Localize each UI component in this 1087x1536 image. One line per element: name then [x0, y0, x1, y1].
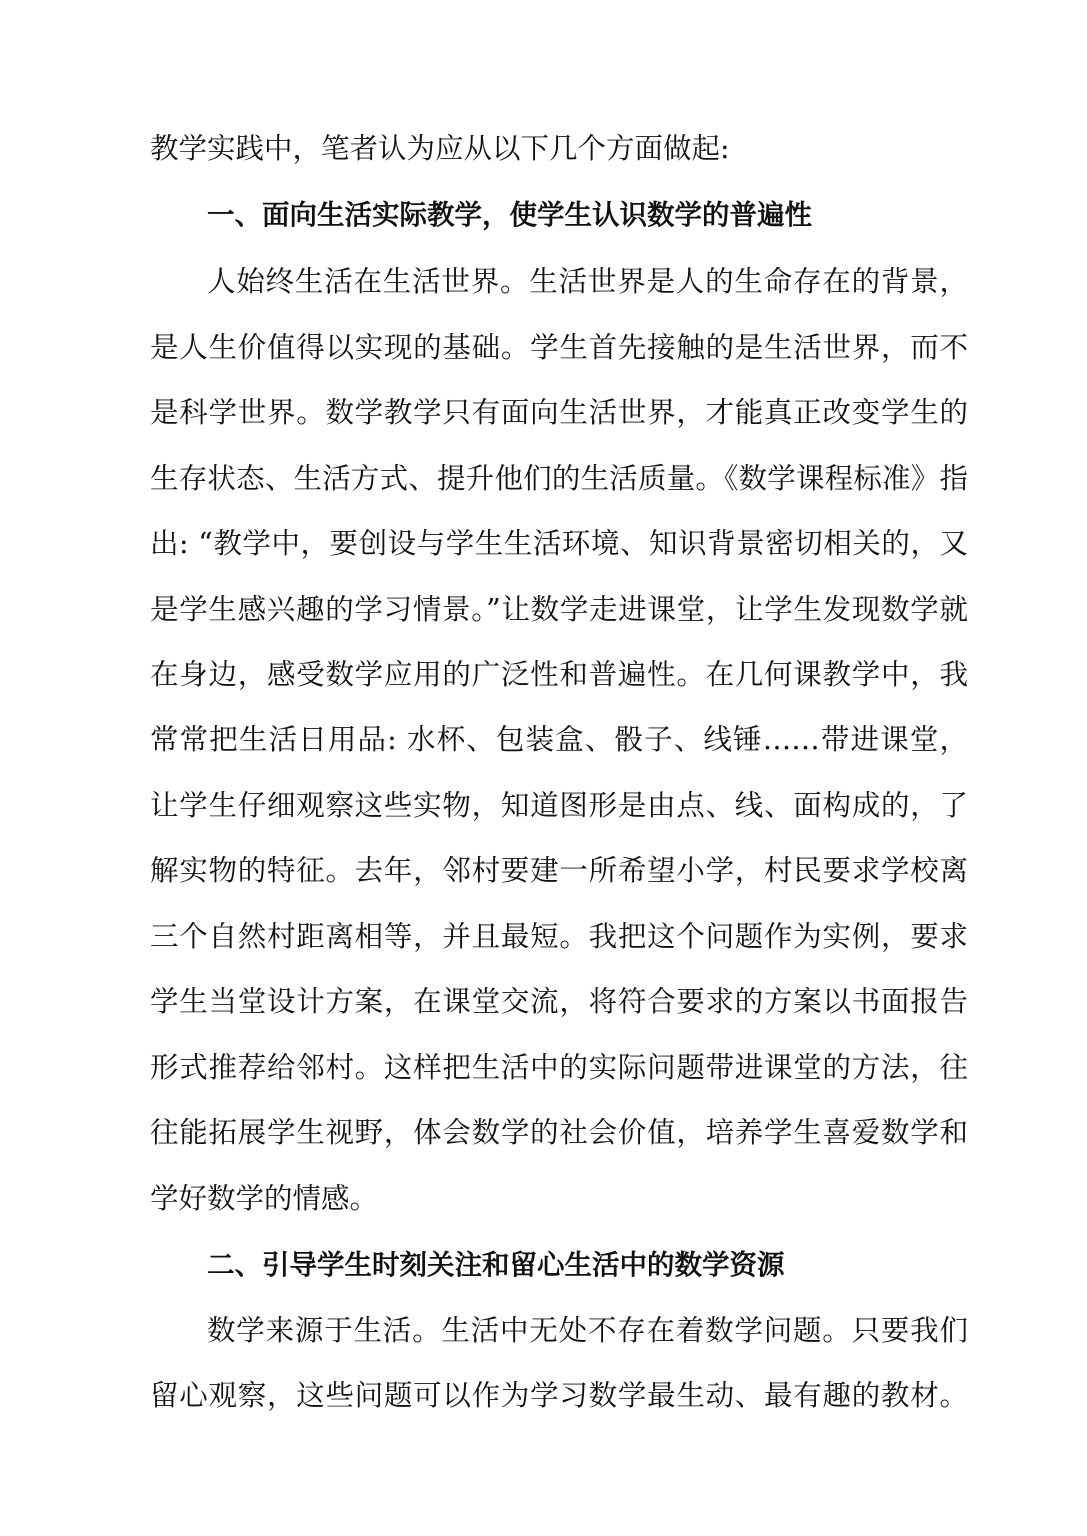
paragraph-line: 人始终生活在生活世界。生活世界是人的生命存在的背景， [207, 265, 968, 298]
paragraph-line: 让学生仔细观察这些实物，知道图形是由点、线、面构成的，了 [150, 789, 968, 822]
paragraph-line: 生存状态、生活方式、提升他们的生活质量。《数学课程标准》指 [150, 462, 968, 495]
paragraph-line: 留心观察，这些问题可以作为学习数学最生动、最有趣的教材。 [150, 1379, 968, 1412]
section-2-heading: 二、引导学生时刻关注和留心生活中的数学资源 [207, 1249, 785, 1281]
paragraph-line: 学好数学的情感。 [150, 1182, 379, 1215]
paragraph-line: 在身边，感受数学应用的广泛性和普遍性。在几何课教学中，我 [150, 658, 968, 691]
paragraph-line: 学生当堂设计方案，在课堂交流，将符合要求的方案以书面报告 [150, 985, 968, 1018]
paragraph-line: 数学来源于生活。生活中无处不存在着数学问题。只要我们 [207, 1314, 968, 1347]
intro-line: 教学实践中，笔者认为应从以下几个方面做起: [150, 132, 730, 165]
paragraph-line: 解实物的特征。去年，邻村要建一所希望小学，村民要求学校离 [150, 854, 968, 887]
paragraph-line: 往能拓展学生视野，体会数学的社会价值，培养学生喜爱数学和 [150, 1116, 968, 1149]
section-1-heading: 一、面向生活实际教学，使学生认识数学的普遍性 [207, 199, 812, 231]
paragraph-line: 常常把生活日用品: 水杯、包装盒、骰子、线锤……带进课堂， [150, 723, 968, 756]
paragraph-line: 是科学世界。数学教学只有面向生活世界，才能真正改变学生的 [150, 396, 968, 429]
paragraph-line: 是人生价值得以实现的基础。学生首先接触的是生活世界，而不 [150, 331, 968, 364]
paragraph-line: 三个自然村距离相等，并且最短。我把这个问题作为实例，要求 [150, 920, 968, 953]
paragraph-line: 出: “教学中，要创设与学生生活环境、知识背景密切相关的，又 [150, 527, 968, 560]
paragraph-line: 是学生感兴趣的学习情景。”让数学走进课堂，让学生发现数学就 [150, 593, 968, 626]
paragraph-line: 形式推荐给邻村。这样把生活中的实际问题带进课堂的方法，往 [150, 1051, 968, 1084]
